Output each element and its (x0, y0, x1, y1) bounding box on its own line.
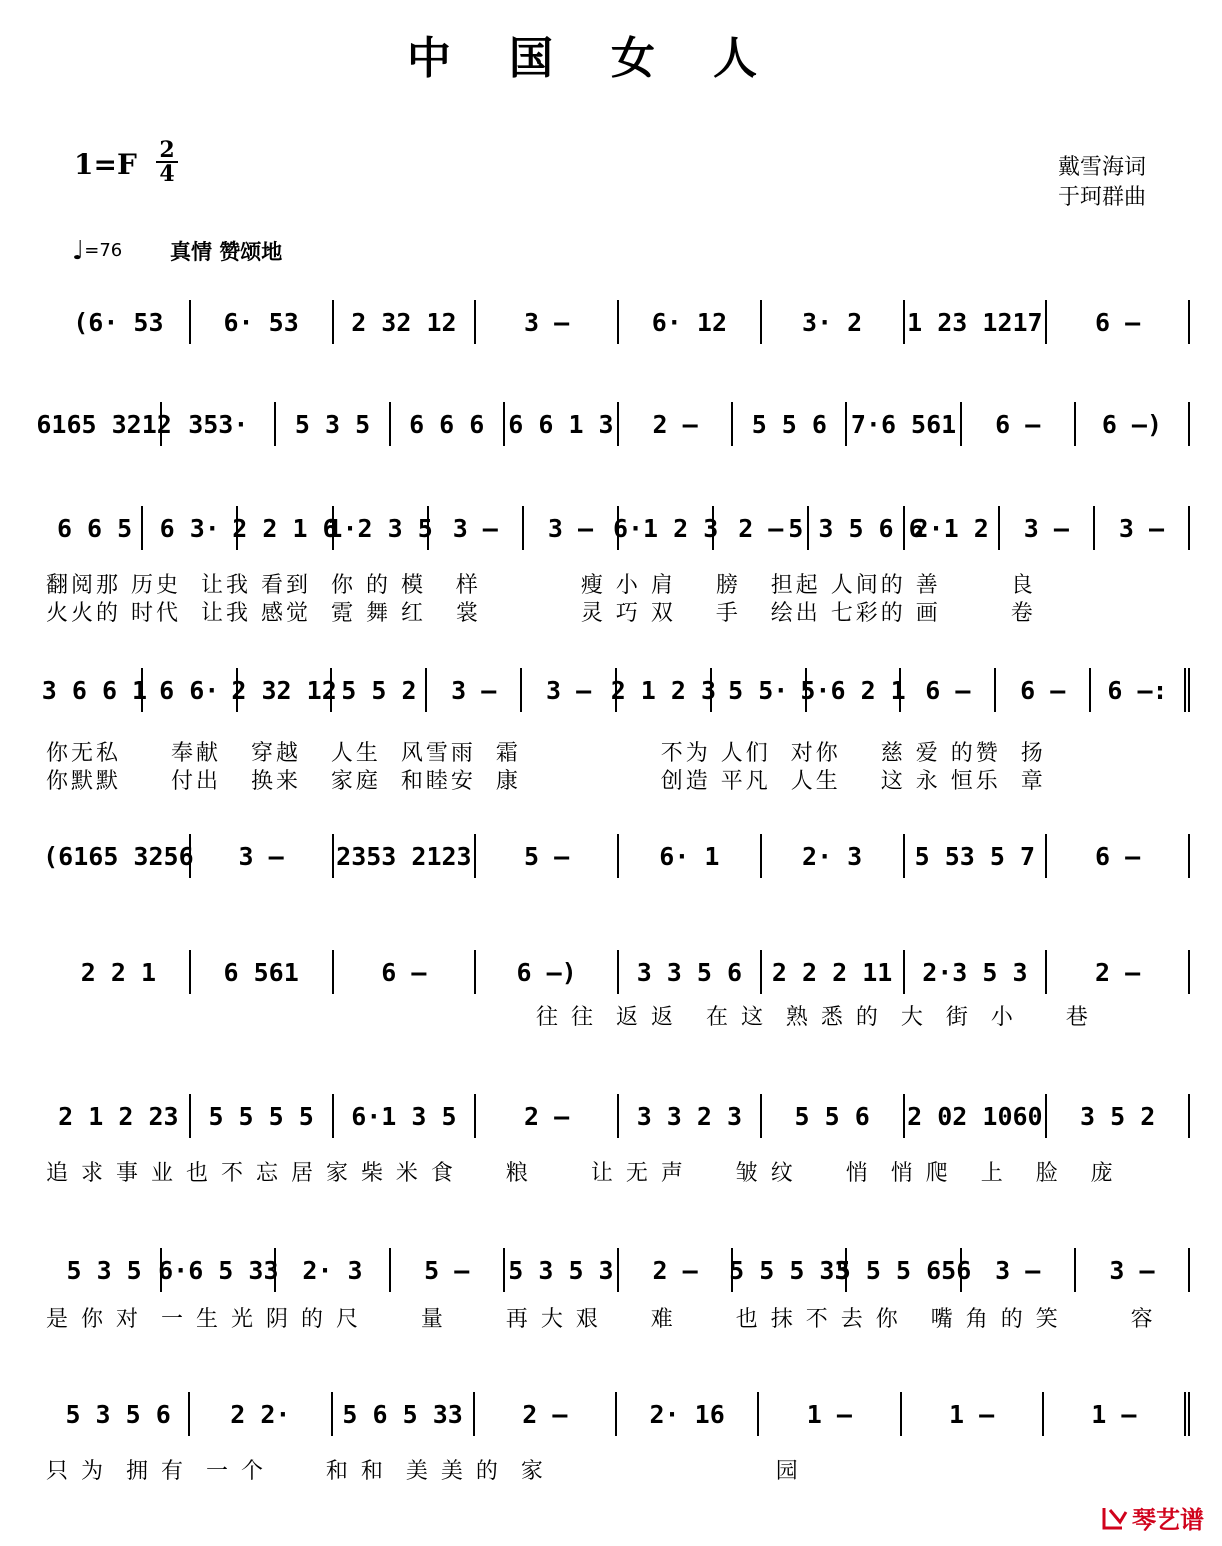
measure-notes: 3 – (451, 675, 497, 705)
measure-notes: 6 – (925, 675, 971, 705)
lyric-line: 火火的 时代 让我 感觉 霓 舞 红 裳 灵 巧 双 手 绘出 七彩的 画 卷 (46, 601, 1036, 626)
measure (190, 1392, 332, 1436)
measure (619, 1094, 762, 1138)
measure-notes: 3 3 5 6 (636, 957, 743, 987)
measure (334, 1094, 477, 1138)
measure (276, 402, 390, 446)
measure-notes: 5 6 5 33 (342, 1399, 463, 1429)
measure-notes: 6 –) (516, 957, 577, 987)
score-system (48, 1094, 1190, 1138)
measure-notes: 5 3 5 6 6 (788, 513, 924, 543)
measure (41, 668, 148, 712)
measure-notes: 6 6 5 (56, 513, 133, 543)
measure (429, 506, 524, 550)
measure (476, 1094, 619, 1138)
lyric-line: 翻阅那 历史 让我 看到 你 的 模 样 瘦 小 肩 膀 担起 人间的 善 良 (46, 573, 1036, 598)
score-system (36, 402, 1190, 446)
measure (902, 1392, 1044, 1436)
measure-notes: 3 – (238, 841, 284, 871)
lyricist-credit: 戴雪海词 (1057, 155, 1146, 180)
measure (231, 668, 337, 712)
measure (427, 668, 522, 712)
measure (733, 402, 847, 446)
measure (619, 300, 762, 344)
measure-notes: 6· 12 (651, 307, 727, 337)
measure (327, 506, 433, 550)
score-title: 中国女人 (407, 33, 815, 84)
measure-notes: 5 3 5 (294, 409, 371, 439)
measure-notes: 3 – (524, 307, 570, 337)
measure-notes: 5 – (424, 1255, 470, 1285)
logo-mark-icon (1100, 1504, 1128, 1532)
measure-notes: 2 2 1 (80, 957, 156, 987)
measure (762, 1094, 905, 1138)
measure (905, 834, 1048, 878)
measure (36, 402, 172, 446)
measure (962, 402, 1076, 446)
time-sig-bottom: 4 (159, 161, 175, 187)
measure-notes: 5 53 5 7 (914, 841, 1036, 871)
measure-notes: 6· 1 (659, 841, 720, 871)
measure (835, 1248, 972, 1292)
measure (232, 506, 338, 550)
measure (391, 1248, 505, 1292)
measure (191, 1094, 334, 1138)
measure-notes: 6 –) (1101, 409, 1163, 439)
measure (522, 668, 617, 712)
measure-notes: 2· 16 (649, 1399, 725, 1429)
score-system (48, 506, 1190, 550)
time-sig-top: 2 (159, 137, 175, 163)
measure (276, 1248, 390, 1292)
time-signature (156, 137, 178, 187)
expression-mark: 真情 赞颂地 (170, 240, 283, 264)
measure-notes: 5 5 5 33 (729, 1255, 850, 1285)
measure-notes: 6 6· (159, 675, 220, 705)
tempo-mark (72, 236, 122, 266)
measure (729, 1248, 850, 1292)
measure (162, 402, 276, 446)
score-system (43, 834, 1190, 878)
measure-notes: 2 2 2 11 (771, 957, 893, 987)
measure (158, 1248, 279, 1292)
measure-notes: 1·2 3 5 (327, 513, 433, 543)
measure-notes: 2· 3 (302, 1255, 363, 1285)
measure-notes: 2353 2123 (336, 841, 472, 871)
measure-notes: 2 – (652, 409, 698, 439)
measure-notes: 3 3 2 3 (636, 1101, 743, 1131)
measure-notes: 2 2· (230, 1399, 291, 1429)
measure-notes: 2 02 1060 (907, 1101, 1043, 1131)
measure (847, 402, 961, 446)
measure-notes: 5 5 2 (341, 675, 417, 705)
lyric-line: 你默默 付出 换来 家庭 和睦安 康 创造 平凡 人生 这 永 恒乐 章 (46, 769, 1046, 794)
measure (759, 1392, 901, 1436)
measure-notes: 2·3 5 3 (922, 957, 1028, 987)
measure-notes: 3 – (1109, 1255, 1155, 1285)
measure (1047, 1094, 1190, 1138)
measure (48, 1392, 190, 1436)
measure (612, 506, 719, 550)
measure-notes: 1 – (806, 1399, 852, 1429)
measure-notes: 5 5 5 656 (835, 1255, 972, 1285)
key-signature: 1=F (74, 148, 137, 181)
measure-notes: 5 5 6 (794, 1101, 870, 1131)
measure (905, 300, 1048, 344)
measure-notes: 2 – (738, 513, 784, 543)
measure (48, 1248, 162, 1292)
measure (619, 402, 733, 446)
measure-notes: 2 32 12 (231, 675, 337, 705)
measure (43, 834, 194, 878)
measure (1076, 1248, 1190, 1292)
measure-notes: 5 3 5 (66, 1255, 142, 1285)
measure-notes: 6 – (995, 409, 1041, 439)
measure-notes: 2· 3 (802, 841, 863, 871)
measure (996, 668, 1091, 712)
measure (901, 668, 996, 712)
measure-notes: 5·6 2 1 (800, 675, 906, 705)
measure-notes: 2 – (524, 1101, 570, 1131)
measure (1076, 402, 1190, 446)
measure (762, 300, 905, 344)
measure (48, 950, 191, 994)
measure-notes: 3 – (995, 1255, 1041, 1285)
measure-notes: 6 – (1020, 675, 1066, 705)
measure (333, 1392, 475, 1436)
lyric-line: 是 你 对 一 生 光 阴 的 尺 量 再 大 艰 难 也 抹 不 去 你 嘴 角 的 笑 容 (46, 1307, 1156, 1332)
measure (391, 402, 505, 446)
measure-notes: 6·1 3 5 (351, 1101, 457, 1131)
measure (1047, 950, 1190, 994)
measure-notes: 6 – (1095, 841, 1141, 871)
measure (48, 506, 143, 550)
measure-notes: 5 3 5 6 (65, 1399, 171, 1429)
measure-notes: 2 2 1 6 (232, 513, 338, 543)
measure-notes: 2 1 2 3 (610, 675, 717, 705)
measure (143, 506, 238, 550)
measure-notes: 6·6 5 33 (158, 1255, 279, 1285)
measure-notes: 7·6 561 (850, 409, 957, 439)
measure-notes: 1 23 1217 (907, 307, 1043, 337)
score-system (48, 950, 1190, 994)
measure (962, 1248, 1076, 1292)
measure (524, 506, 619, 550)
measure (505, 1248, 619, 1292)
measure (905, 1094, 1048, 1138)
measure-notes: (6· 53 (73, 307, 164, 337)
measure (332, 668, 427, 712)
measure-notes: 3 5 2 (1079, 1101, 1156, 1131)
measure (1047, 300, 1190, 344)
measure-notes: 5 5 5 5 (208, 1101, 314, 1131)
measure-notes: 6 6 1 3 (508, 409, 614, 439)
measure-notes: 6 –: (1107, 675, 1168, 705)
measure-notes: 3 – (1118, 513, 1165, 543)
measure (1047, 834, 1190, 878)
measure (712, 668, 807, 712)
measure (143, 668, 238, 712)
measure-notes: 353· (188, 409, 249, 439)
measure (476, 950, 619, 994)
measure-notes: 5 3 5 3 (508, 1255, 614, 1285)
measure-notes: 2 – (1095, 957, 1141, 987)
measure (619, 1248, 733, 1292)
score-system (48, 1248, 1190, 1292)
score-system (41, 668, 1190, 712)
quarter-note-icon: ♩ (72, 236, 85, 266)
measure (191, 300, 334, 344)
measure-notes: 5 – (524, 841, 570, 871)
measure-notes: 2 – (652, 1255, 698, 1285)
measure (191, 834, 334, 878)
measure-notes: 2·1 2 (913, 513, 989, 543)
lyric-line: 往 往 返 返 在 这 熟 悉 的 大 街 小 巷 (536, 1005, 1091, 1030)
measure (191, 950, 334, 994)
measure (762, 834, 905, 878)
measure (505, 402, 619, 446)
measure (1091, 668, 1190, 712)
measure (617, 1392, 759, 1436)
site-logo (1100, 1500, 1204, 1535)
lyric-line: 你无私 奉献 穿越 人生 风雪雨 霜 不为 人们 对你 慈 爱 的赞 扬 (46, 741, 1046, 766)
measure (762, 950, 905, 994)
measure-notes: 3· 2 (802, 307, 863, 337)
lyric-line: 追 求 事 业 也 不 忘 居 家 柴 米 食 粮 让 无 声 皱 纹 悄 悄 爬 上 脸 庞 (46, 1161, 1116, 1186)
measure-notes: 6 – (381, 957, 427, 987)
measure (800, 668, 906, 712)
measure-notes: 3 – (545, 675, 592, 705)
measure (619, 834, 762, 878)
measure (334, 834, 477, 878)
lyric-line: 只 为 拥 有 一 个 和 和 美 美 的 家 园 (46, 1459, 801, 1484)
composer-credit: 于珂群曲 (1057, 185, 1146, 210)
measure-notes: 2 32 12 (351, 307, 457, 337)
tempo-value: =76 (84, 240, 123, 261)
measure (1044, 1392, 1190, 1436)
measure (334, 300, 477, 344)
measure (334, 950, 477, 994)
measure-notes: 6 6 6 (409, 409, 485, 439)
measure (788, 506, 924, 550)
measure-notes: 3 – (547, 513, 594, 543)
measure (48, 1094, 191, 1138)
measure-notes: 5 5· (728, 675, 789, 705)
measure (905, 506, 1000, 550)
measure (1095, 506, 1190, 550)
measure-notes: 5 5 6 (751, 409, 827, 439)
score-system (48, 300, 1190, 344)
measure (905, 950, 1048, 994)
measure-notes: 6 561 (223, 957, 299, 987)
measure-notes: 6·1 2 3 (612, 513, 719, 543)
logo-text: 琴艺谱 (1132, 1506, 1204, 1534)
measure-notes: 6 3· (159, 513, 220, 543)
measure-notes: 3 – (452, 513, 498, 543)
score-system (48, 1392, 1190, 1436)
measure (48, 300, 191, 344)
measure (476, 834, 619, 878)
measure-notes: 3 6 6 1 (41, 675, 148, 705)
measure-notes: 2 – (522, 1399, 568, 1429)
measure-notes: 6· 53 (223, 307, 299, 337)
measure-notes: 6 – (1095, 307, 1141, 337)
measure-notes: (6165 3256 (43, 841, 194, 871)
measure-notes: 1 – (1091, 1399, 1137, 1429)
measure-notes: 3 – (1023, 513, 1069, 543)
measure (619, 950, 762, 994)
measure-notes: 6165 3212 (36, 409, 172, 439)
measure (610, 668, 717, 712)
measure (475, 1392, 617, 1436)
measure (1000, 506, 1095, 550)
measure-notes: 1 – (949, 1399, 995, 1429)
measure-notes: 2 1 2 23 (58, 1101, 179, 1131)
measure (476, 300, 619, 344)
